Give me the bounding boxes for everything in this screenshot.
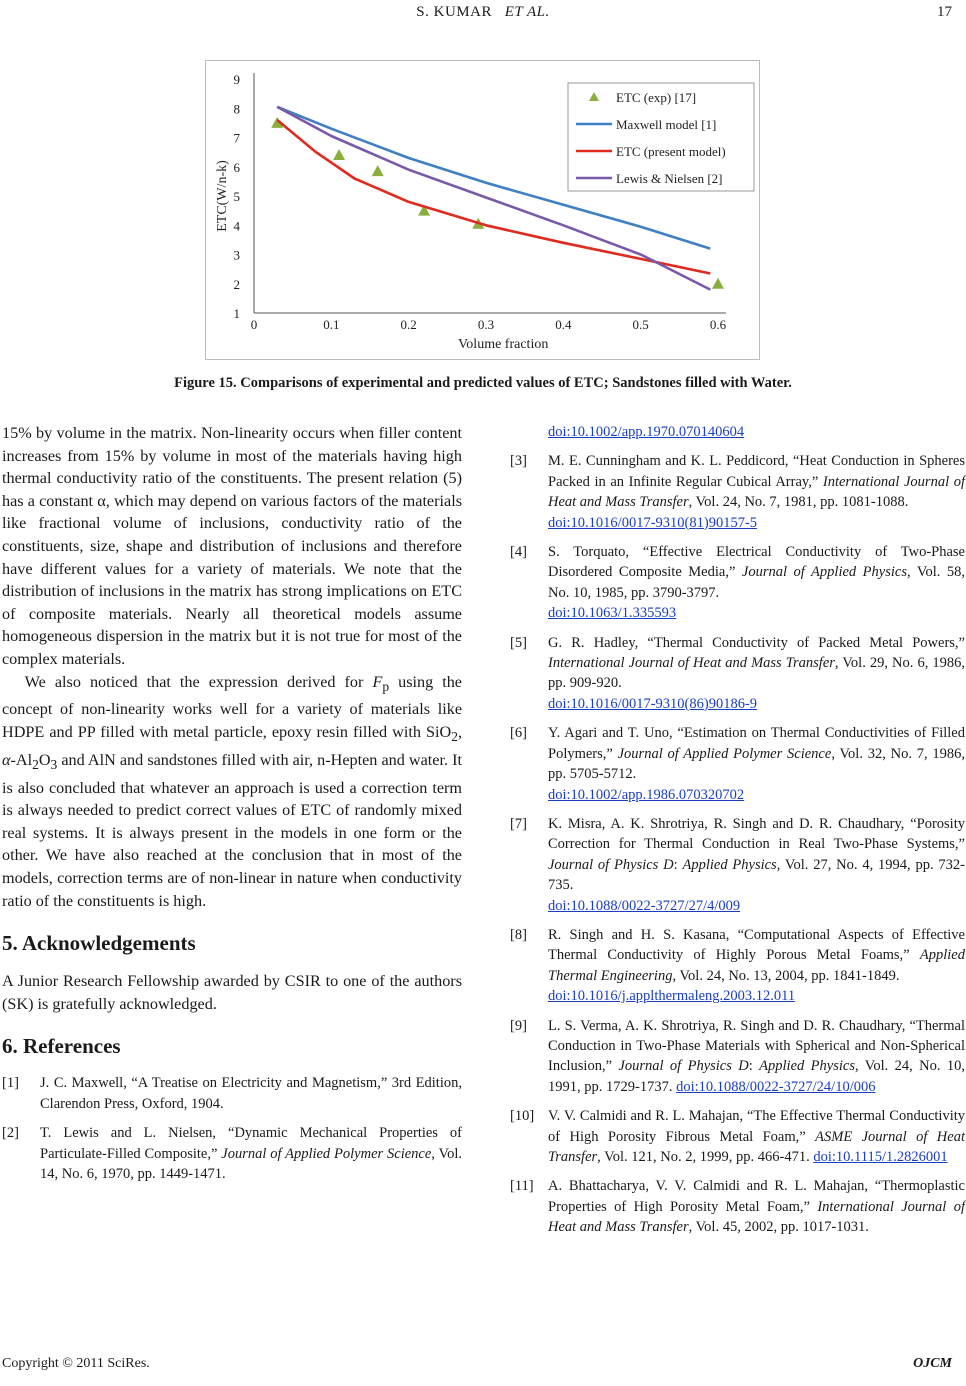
reference-journal: Journal of Applied Polymer Science bbox=[617, 745, 832, 762]
exp-data-point bbox=[372, 165, 384, 176]
exp-data-point bbox=[333, 149, 345, 160]
p2-sub-2: 2 bbox=[451, 729, 458, 745]
reference-journal: Journal of Physics D bbox=[618, 1058, 749, 1075]
x-tick-label: 0.2 bbox=[400, 317, 417, 332]
reference-journal: International Journal of Heat and Mass Transfer bbox=[548, 1198, 965, 1236]
reference-7 bbox=[510, 814, 965, 916]
y-tick-label: 7 bbox=[233, 130, 240, 146]
reference-11 bbox=[510, 1176, 965, 1237]
reference-text-tail: , Vol. 24, No. 10, 1991, pp. 1729-1737. bbox=[548, 1058, 965, 1095]
p2-text-h: O bbox=[38, 750, 51, 769]
reference-journal: International Journal of Heat and Mass Transfer bbox=[548, 655, 835, 672]
x-tick-label: 0.1 bbox=[323, 317, 340, 332]
figure-caption: Figure 15. Comparisons of experimental and predicted values of ETC; Sandstones filled with Water. bbox=[174, 375, 792, 391]
reference-doi-link[interactable]: doi:10.1115/1.2826001 bbox=[813, 1149, 948, 1165]
paragraph-conclusion bbox=[2, 671, 462, 913]
y-tick-label: 1 bbox=[233, 306, 240, 321]
reference-number: [9] bbox=[510, 1017, 527, 1034]
reference-3 bbox=[510, 451, 965, 533]
reference-doi-link[interactable]: doi:10.1063/1.335593 bbox=[548, 605, 677, 622]
section-acknowledgements-title: 5. Acknowledgements bbox=[2, 931, 196, 956]
reference-text-sep: : bbox=[748, 1058, 760, 1075]
reference-5 bbox=[510, 633, 965, 715]
reference-text-tail: , Vol. 29, No. 6, 1986, pp. 909-920. bbox=[548, 655, 965, 692]
reference-journal: Applied Thermal Engineering bbox=[548, 947, 965, 984]
y-tick-label: 4 bbox=[233, 218, 240, 234]
etc-chart bbox=[206, 61, 761, 361]
reference-number: [10] bbox=[510, 1108, 535, 1125]
reference-10 bbox=[510, 1106, 965, 1167]
reference-number: [7] bbox=[510, 815, 527, 832]
y-axis-title: ETC(W/n-k) bbox=[215, 160, 230, 232]
reference-text: R. Singh and H. S. Kasana, “Computational Aspects of Effective Thermal Conductivity of Highly Porous Metal Foams,” bbox=[548, 926, 965, 964]
reference-text: L. S. Verma, A. K. Shrotriya, R. Singh and D. R. Chaudhary, “Thermal Conduction in Two-Phase Materials with Spherical and Non-Spherical Inclusion,” bbox=[548, 1017, 965, 1075]
legend-label-2: Maxwell model [1] bbox=[616, 117, 717, 132]
reference-text: G. R. Hadley, “Thermal Conductivity of Packed Metal Powers,” bbox=[548, 634, 965, 651]
reference-text-tail: , Vol. 121, No. 2, 1999, pp. 466-471. bbox=[597, 1149, 814, 1165]
p2-text-b: using the concept of non-linearity works well for a variety of materials like HDPE and PP filled with metal particle, epoxy resin filled with SiO bbox=[2, 672, 462, 741]
reference-journal-sub: Applied Physics bbox=[682, 856, 777, 873]
reference-4 bbox=[510, 542, 965, 624]
reference-2 bbox=[2, 1123, 462, 1184]
p2-alpha: α bbox=[2, 750, 11, 769]
p2-text-a: We also noticed that the expression derived for bbox=[24, 672, 373, 691]
exp-data-point bbox=[712, 278, 724, 289]
reference-journal: International Journal of Heat and Mass Transfer bbox=[548, 473, 965, 511]
reference-text-tail: , Vol. 14, No. 6, 1970, pp. 1449-1471. bbox=[40, 1145, 462, 1182]
y-tick-label: 3 bbox=[233, 247, 240, 263]
reference-doi-link[interactable]: doi:10.1088/0022-3727/27/4/009 bbox=[548, 897, 741, 914]
reference-text: J. C. Maxwell, “A Treatise on Electricity and Magnetism,” 3rd Edition, Clarendon Press, Oxford, 1904. bbox=[40, 1075, 462, 1112]
reference-text: S. Torquato, “Effective Electrical Conductivity of Two-Phase Disordered Composite Media,” bbox=[548, 544, 965, 581]
running-title bbox=[0, 4, 966, 21]
p2-text-f: -Al bbox=[10, 750, 33, 769]
reference-journal-sub: Applied Physics bbox=[759, 1058, 855, 1075]
p2-var: F bbox=[372, 672, 383, 691]
reference-number: [8] bbox=[510, 926, 527, 943]
reference-text: K. Misra, A. K. Shrotriya, R. Singh and D. R. Chaudhary, “Porosity Correction for Thermal Conduction in Real Two-Phase Systems,” bbox=[548, 815, 965, 853]
running-head bbox=[0, 4, 966, 30]
reference-doi-link[interactable]: doi:10.1002/app.1986.070320702 bbox=[548, 786, 745, 803]
legend-label-4: Lewis & Nielsen [2] bbox=[616, 171, 723, 186]
y-tick-label: 2 bbox=[233, 276, 240, 292]
x-tick-label: 0.5 bbox=[632, 317, 649, 332]
journal-abbrev: OJCM bbox=[913, 1356, 952, 1371]
reference-journal: Journal of Applied Polymer Science bbox=[221, 1145, 432, 1162]
figure-15 bbox=[205, 60, 760, 360]
reference-number: [4] bbox=[510, 544, 527, 561]
left-column bbox=[2, 422, 462, 1193]
reference-text: V. V. Calmidi and R. L. Mahajan, “The Effective Thermal Conductivity of High Porosity Fibrous Metal Foam,” bbox=[548, 1108, 965, 1145]
page-number: 17 bbox=[937, 4, 952, 20]
reference-2-doi-line bbox=[510, 422, 965, 442]
x-tick-label: 0.3 bbox=[477, 317, 495, 332]
reference-doi-link[interactable]: doi:10.1016/0017-9310(86)90186-9 bbox=[548, 695, 758, 712]
reference-number: [2] bbox=[2, 1125, 19, 1142]
reference-text-sep: : bbox=[673, 856, 683, 873]
reference-number: [6] bbox=[510, 725, 527, 742]
x-tick-label: 0.4 bbox=[555, 317, 572, 332]
reference-doi-link[interactable]: doi:10.1016/j.applthermaleng.2003.12.011 bbox=[548, 988, 796, 1005]
legend-label-3: ETC (present model) bbox=[616, 144, 726, 159]
reference-1 bbox=[2, 1073, 462, 1114]
p2-text-d: , bbox=[457, 722, 462, 741]
y-tick-label: 8 bbox=[233, 101, 240, 117]
p2-text-j: and AlN and sandstones filled with air, n-Hepten and water. It is also concluded that whatever an approach is used a correction term is always needed to predict correct values of ETC of randomly mixed real systems. It is always present in the models in one form or the other. We have also reached at the conclusion that in most of the models, correction terms are of non-linear in nature when conductivity ratio of the constituents is high. bbox=[2, 750, 462, 910]
p2-sub: p bbox=[382, 678, 390, 694]
reference-journal: Journal of Applied Physics bbox=[741, 564, 907, 581]
paragraph-nonlinearity: 15% by volume in the matrix. Non-linearity occurs when filler content increases from 15% by volume in most of the materials having high thermal conductivity ratio of the constituents. The present relation (5) has a constant α, which may depend on various factors of the materials like fractional volume of inclusions, conductivity ratio of the constituents, size, shape and distribution of inclusions and therefore have different values for a variety of materials. We note that the distribution of inclusions in the matrix has strong implications on ETC of composite materials. Nearly all theoretical models assume homogeneous dispersion in the matrix but it is not true for most of the complex materials. bbox=[2, 424, 462, 668]
reference-text-tail: , Vol. 58, No. 10, 1985, pp. 3790-3797. bbox=[548, 564, 965, 601]
y-tick-label: 9 bbox=[233, 72, 240, 87]
right-column bbox=[510, 422, 965, 1247]
reference-text-tail: , Vol. 32, No. 7, 1986, pp. 5705-5712. bbox=[548, 745, 965, 783]
reference-number: [11] bbox=[510, 1178, 534, 1195]
x-axis-title: Volume fraction bbox=[458, 337, 549, 352]
reference-text-tail: , Vol. 24, No. 7, 1981, pp. 1081-1088. bbox=[688, 494, 909, 511]
reference-number: [1] bbox=[2, 1075, 19, 1092]
reference-journal: Journal of Physics D bbox=[548, 856, 674, 873]
reference-text-tail: , Vol. 24, No. 13, 2004, pp. 1841-1849. bbox=[672, 967, 900, 984]
x-tick-label: 0.6 bbox=[709, 317, 727, 332]
section-references-title: 6. References bbox=[2, 1034, 121, 1059]
reference-doi-link[interactable]: doi:10.1002/app.1970.070140604 bbox=[548, 424, 745, 440]
page-footer bbox=[0, 1356, 966, 1378]
y-tick-label: 5 bbox=[233, 189, 240, 204]
y-tick-label: 6 bbox=[233, 159, 240, 175]
reference-doi-link[interactable]: doi:10.1088/0022-3727/24/10/006 bbox=[676, 1078, 876, 1095]
reference-text: T. Lewis and L. Nielsen, “Dynamic Mechanical Properties of Particulate-Filled Composite,” bbox=[40, 1125, 462, 1162]
p2-sub-g: 2 bbox=[32, 757, 39, 773]
reference-number: [5] bbox=[510, 634, 527, 651]
reference-9 bbox=[510, 1016, 965, 1098]
legend-label-1: ETC (exp) [17] bbox=[616, 90, 697, 105]
p2-sub-i: 3 bbox=[50, 757, 58, 773]
reference-journal: ASME Journal of Heat Transfer bbox=[548, 1128, 965, 1165]
acknowledgement-text: A Junior Research Fellowship awarded by CSIR to one of the authors (SK) is gratefully acknowledged. bbox=[2, 972, 462, 1013]
reference-text: A. Bhattacharya, V. V. Calmidi and R. L. Mahajan, “Thermoplastic Properties of High Porosity Metal Foam,” bbox=[548, 1178, 965, 1215]
x-tick-label: 0 bbox=[250, 317, 258, 332]
reference-text: M. E. Cunningham and K. L. Peddicord, “Heat Conduction in Spheres Packed in an Infinite Regular Cubical Array,” bbox=[548, 453, 965, 490]
reference-8 bbox=[510, 925, 965, 1007]
reference-doi-link[interactable]: doi:10.1016/0017-9310(81)90157-5 bbox=[548, 514, 758, 531]
reference-text: Y. Agari and T. Uno, “Estimation on Thermal Conductivities of Filled Polymers,” bbox=[548, 725, 965, 762]
reference-text-tail: , Vol. 45, 2002, pp. 1017-1031. bbox=[688, 1219, 869, 1236]
reference-number: [3] bbox=[510, 453, 527, 470]
reference-6 bbox=[510, 723, 965, 805]
running-authors: S. KUMAR bbox=[416, 4, 492, 20]
reference-text-tail: , Vol. 27, No. 4, 1994, pp. 732-735. bbox=[548, 856, 965, 894]
copyright-notice: Copyright © 2011 SciRes. bbox=[2, 1356, 150, 1371]
running-etal: ET AL. bbox=[504, 4, 550, 20]
